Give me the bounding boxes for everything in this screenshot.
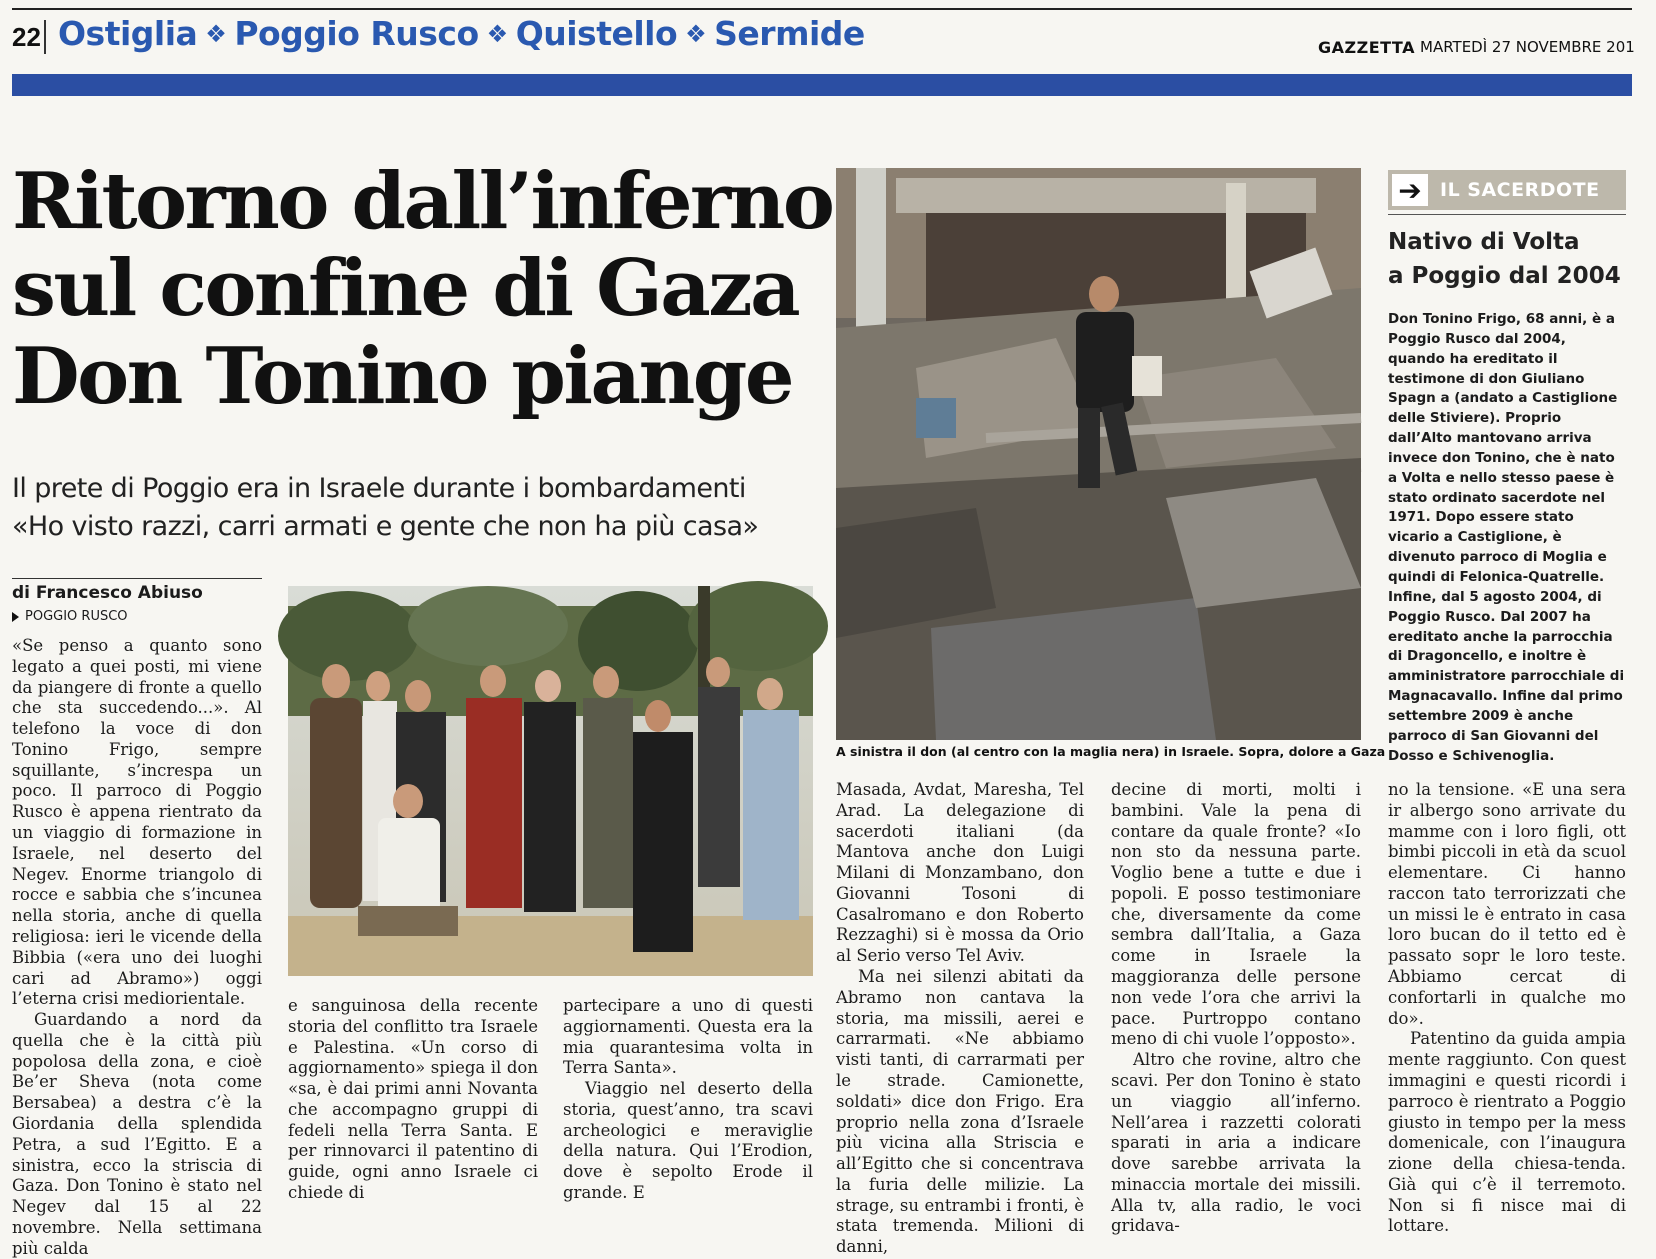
sidebar-tag [1388, 170, 1626, 210]
article-column-2 [288, 996, 538, 1203]
section-towns [58, 14, 865, 53]
section-color-bar [12, 74, 1632, 96]
page-number-divider [44, 20, 46, 54]
article-paragraph: Guardando a nord da quella che è la città più popolosa della zona, e cioè Be’er Sheva (nota come Bersabea) a destra c’è la Giordania della splendida Petra, a sud l’Egitto. E a sinistra, ecco la striscia di Gaza. Don Tonino è stato nel Negev dal 15 al 22 novembre. Nella settimana più calda [12, 1010, 262, 1258]
dateline [12, 609, 262, 624]
town-sermide: Sermide [714, 14, 865, 53]
article-column-6 [1388, 780, 1626, 1236]
article-paragraph: no la tensione. «E una sera ir albergo sono arrivate du mamme con i loro figli, ott bimbi piccoli in età da scuol elementare. Ci hanno raccon tato terrorizzati che un missi le è entrato in casa loro bucan do il tetto ed è passato sopr le loro teste. Abbiamo cercat di confortarli in qualche mo do». [1388, 780, 1626, 1028]
sidebar-title [1388, 226, 1626, 293]
article-paragraph: Patentino da guida ampia mente raggiunto. Con quest immagini e questi ricordi i parroco è rientrato a Poggio giusto in tempo per la mess domenicale, con l’inaugura zione della chiesa-tenda. Già qui c’è il terremoto. Non si fi nisce mai di lottare. [1388, 1029, 1626, 1236]
diamond-separator-icon: ❖ [486, 19, 508, 48]
town-poggio-rusco: Poggio Rusco [234, 14, 479, 53]
sidebar-title-line: Nativo di Volta [1388, 229, 1580, 255]
article-column-4 [836, 780, 1084, 1257]
article-paragraph: e sanguinosa della recente storia del conflitto tra Israele e Palestina. «Un corso di aggiornamento» spiega il don «sa, è dai primi anni Novanta che accompagno gruppi di fedeli nella Terra Santa. E per rinnovarci il patentino di guide, ogni anno Israele ci chiede di [288, 996, 538, 1203]
arrow-right-icon: ➔ [1392, 174, 1428, 206]
newspaper-name: GAZZETTA [1318, 38, 1415, 57]
subheadline-line: Il prete di Poggio era in Israele durante i bombardamenti [12, 473, 746, 504]
article-column-5 [1111, 780, 1361, 1236]
diamond-separator-icon: ❖ [205, 19, 227, 48]
article-paragraph: «Se penso a quanto sono legato a quei posti, mi viene da piangere di fronte a quello che sta succedendo...». Al telefono la voce di don Tonino Frigo, sempre squillante, s’increspa un poco. Il parroco di Poggio Rusco è appena rientrato da un viaggio di formazione in Israele, nel deserto del Negev. Enorme triangolo di rocce e sabbia che s’incunea nella storia, anche di quella religiosa: ieri le vicende della Bibbia («era uno dei luoghi cari ad Abramo») oggi l’eterna crisi mediorientale. [12, 636, 262, 1009]
triangle-bullet-icon [12, 612, 19, 622]
page-number: 22 [12, 22, 41, 52]
article-paragraph: Ma nei silenzi abitati da Abramo non cantava la storia, ma missili, aerei e carrarmati. «Ne abbiamo visti tanti, di carrarmati per le strade. Camionette, soldati» dice don Frigo. Era proprio nella zona d’Israele più vicina alla Striscia e all’Egitto che si concentrava la furia delle milizie. La strage, su entrambi i fronti, è stata tremenda. Milioni di danni, [836, 967, 1084, 1257]
sidebar-title-line: a Poggio dal 2004 [1388, 262, 1621, 289]
article-paragraph: Altro che rovine, altro che scavi. Per don Tonino è stato un viaggio all’inferno. Nell’area i razzetti colorati sparati in aria a indicare dove sarebbe arrivata la minaccia mortale dei missili. Alla tv, alla radio, le voci gridava- [1111, 1050, 1361, 1236]
article-paragraph: Masada, Avdat, Maresha, Tel Arad. La delegazione di sacerdoti italiani (da Mantova anche don Luigi Milani di Monzambano, don Giovanni Tosoni di Casalromano e don Roberto Rezzaghi) si è mossa da Orio al Serio verso Tel Aviv. [836, 780, 1084, 966]
article-subheadline [12, 470, 812, 547]
sidebar-divider [1388, 214, 1626, 215]
article-paragraph: decine di morti, molti i bambini. Vale la pena di contare da quale fronte? «Io non sto da nessuna parte. Voglio bene a tutte e due i popoli. E posso testimoniare che, diversamente da come sembra dall’Italia, a Gaza come in Israele la maggioranza delle persone non vede l’ora che arrivi la pace. Purtroppo contano meno di chi vuole l’opposto». [1111, 780, 1361, 1049]
byline-block [12, 578, 262, 624]
article-paragraph: Viaggio nel deserto della storia, quest’anno, tra scavi archeologici e meraviglie della natura. Qui l’Erodion, dove è sepolto Erode il grande. E [563, 1079, 813, 1203]
town-quistello: Quistello [515, 14, 678, 53]
article-paragraph: partecipare a uno di questi aggiornamenti. Questa era la mia quarantesima volta in Terra Santa». [563, 996, 813, 1078]
article-headline [12, 156, 833, 422]
town-ostiglia: Ostiglia [58, 14, 198, 53]
diamond-separator-icon: ❖ [685, 19, 707, 48]
header-rule [12, 8, 1632, 10]
article-column-3 [563, 996, 813, 1203]
sidebar-text: Don Tonino Frigo, 68 anni, è a Poggio Rusco dal 2004, quando ha ereditato il testimone di don Giuliano Spagn a (andato a Castiglione delle Stiviere). Proprio dall’Alto mantovano arriva invece don Tonino, che è nato a Volta e nello stesso paese è stato ordinato sacerdote nel 1971. Dopo essere stato vicario a Castiglione, è divenuto parroco di Moglia e quindi di Felonica-Quatrelle. Infine, dal 5 agosto 2004, di Poggio Rusco. Dal 2007 ha ereditato anche la parrocchia di Dragoncello, e inoltre è amministratore parrocchiale di Magnacavallo. Infine dal primo settembre 2009 è anche parroco di San Giovanni del Dosso e Schivenoglia. [1388, 311, 1625, 764]
author-name: di Francesco Abiuso [12, 583, 203, 603]
headline-line: Ritorno dall’inferno [12, 156, 833, 247]
subheadline-line: «Ho visto razzi, carri armati e gente che non ha più casa» [12, 511, 759, 543]
group-photo [288, 586, 813, 976]
photo-caption: A sinistra il don (al centro con la maglia nera) in Israele. Sopra, dolore a Gaza [836, 744, 1386, 759]
sidebar-tag-label: IL SACERDOTE [1440, 179, 1600, 201]
dateline-place: POGGIO RUSCO [25, 609, 128, 624]
headline-line: Don Tonino piange [12, 330, 792, 422]
article-column-1 [12, 636, 262, 1258]
issue-date: MARTEDÌ 27 NOVEMBRE 201 [1420, 38, 1635, 56]
headline-line: sul confine di Gaza [12, 243, 799, 335]
gaza-rubble-photo [836, 168, 1361, 740]
